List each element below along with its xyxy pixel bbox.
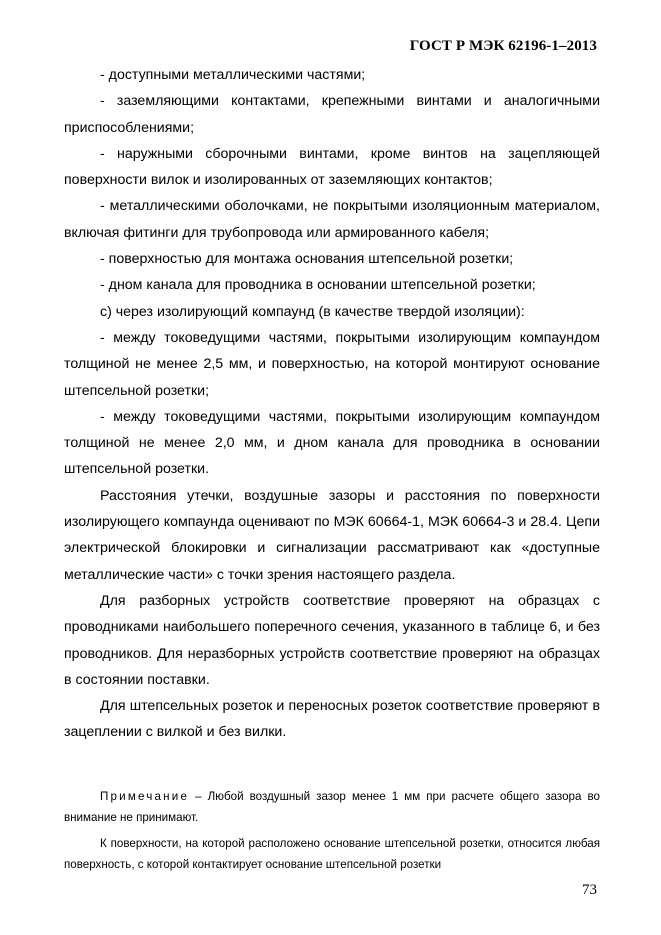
paragraph: - между токоведущими частями, покрытыми изолирующим компаундом толщиной не менее 2,0 мм, и дном канала для проводника в основании штепсельной розетки. xyxy=(64,408,600,478)
paragraph: - между токоведущими частями, покрытыми изолирующим компаундом толщиной не менее 2,5 мм, и поверхностью, на которой монтируют основание штепсельной розетки; xyxy=(64,329,600,399)
paragraph: Для разборных устройств соответствие проверяют на образцах с проводниками наибольшего поперечного сечения, указанного в таблице 6, и без проводников. Для неразборных устройств соответствие проверяют на образцах в состоянии поставки. xyxy=(64,592,600,688)
body-text xyxy=(64,62,600,746)
document-code-header: ГОСТ Р МЭК 62196-1–2013 xyxy=(409,38,597,54)
note-text: – Любой воздушный зазор менее 1 мм при расчете общего зазора во внимание не принимают. xyxy=(64,790,600,824)
paragraph: - поверхностью для монтажа основания штепсельной розетки; xyxy=(100,251,514,268)
paragraph: Для штепсельных розеток и переносных розеток соответствие проверяют в зацеплении с вилкой и без вилки. xyxy=(64,698,600,741)
paragraph: - доступными металлическими частями; xyxy=(100,67,366,83)
page-number: 73 xyxy=(582,882,597,898)
paragraph: с) через изолирующий компаунд (в качестве твердой изоляции): xyxy=(100,303,525,320)
paragraph: - заземляющими контактами, крепежными винтами и аналогичными приспособлениями; xyxy=(64,93,600,136)
paragraph: - дном канала для проводника в основании штепсельной розетки; xyxy=(100,277,536,294)
paragraph: - наружными сборочными винтами, кроме винтов на зацепляющей поверхности вилок и изолированных от заземляющих контактов; xyxy=(64,145,600,189)
note-label: Примечание xyxy=(100,790,190,803)
notes-section xyxy=(64,786,600,880)
paragraph: К поверхности, на которой расположено основание штепсельной розетки, относится любая поверхность, с которой контактирует основание штепсельной розетки xyxy=(64,837,600,871)
paragraph: Расстояния утечки, воздушные зазоры и расстояния по поверхности изолирующего компаунда оценивают по МЭК 60664-1, МЭК 60664-3 и 28.4. Цепи электрической блокировки и сигнализации рассматривают как «доступные металлические части» с точки зрения настоящего раздела. xyxy=(64,487,600,583)
paragraph: - металлическими оболочками, не покрытыми изоляционным материалом, включая фитинги для трубопровода или армированного кабеля; xyxy=(64,198,600,241)
note xyxy=(64,786,600,828)
